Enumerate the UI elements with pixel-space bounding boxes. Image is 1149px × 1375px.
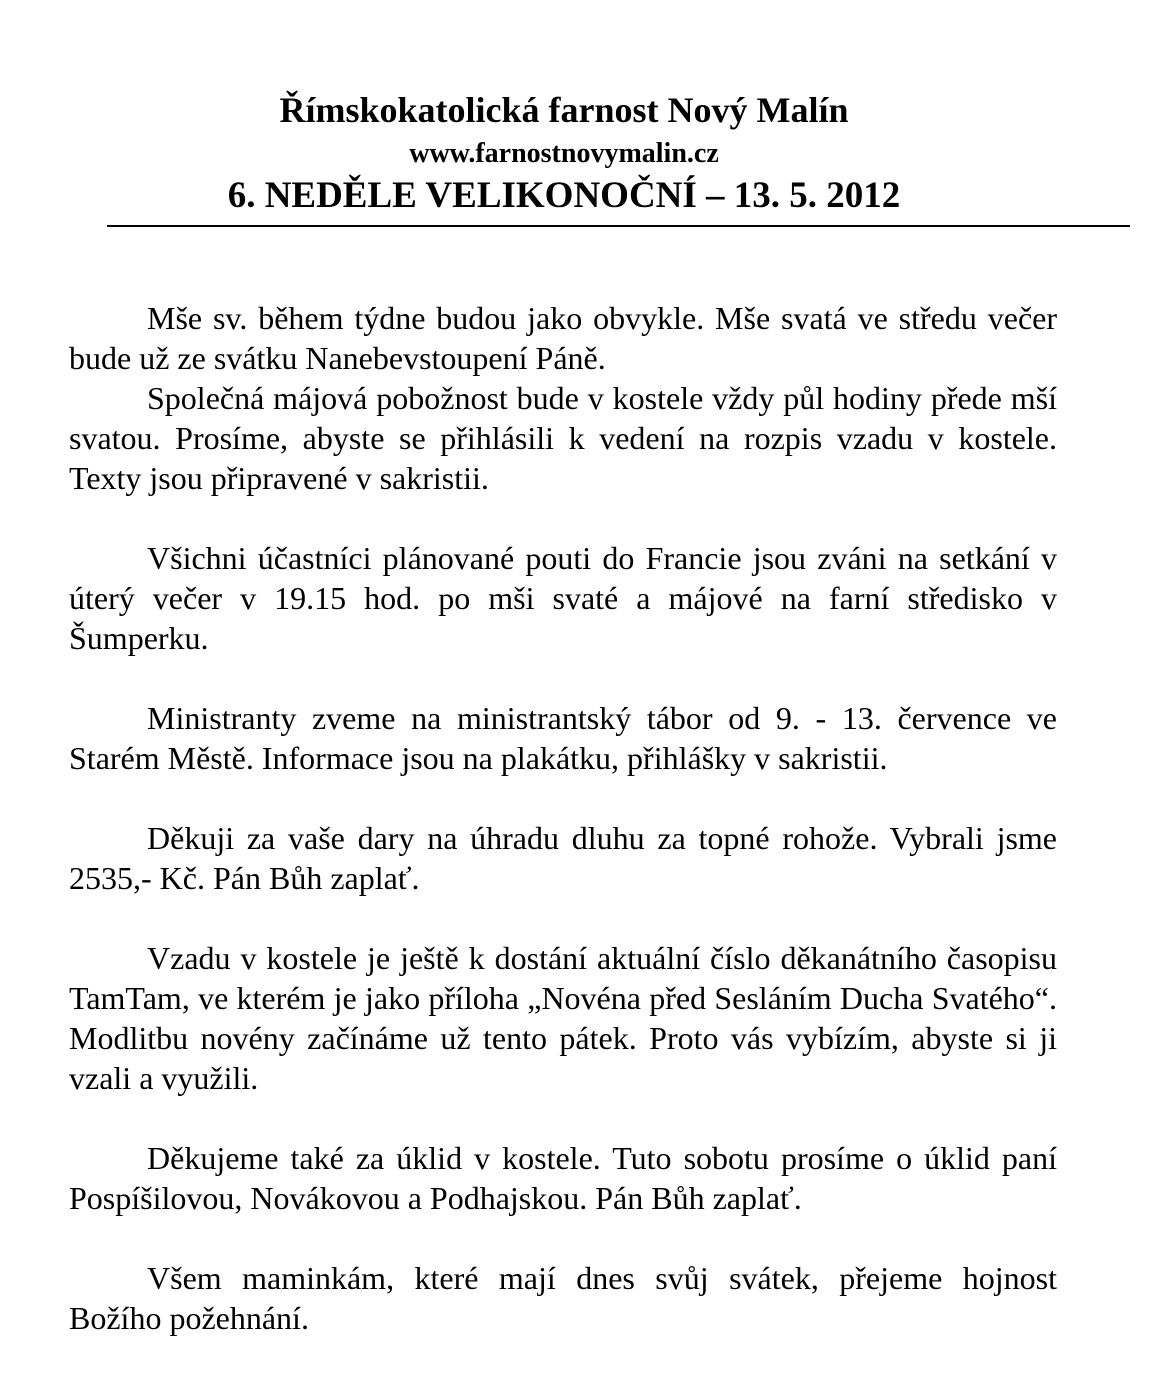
parish-title: Římskokatolická farnost Nový Malín <box>279 90 849 130</box>
announcement-may-devotion: Společná májová pobožnost bude v kostele vždy půl hodiny přede mší svatou. Prosíme, abyste se přihlásili k vedení na rozpis vzadu v kostele. Texty jsou připravené v sakristii. <box>69 380 1057 496</box>
parish-website: www.farnostnovymalin.cz <box>409 138 719 169</box>
announcement-cleaning: Děkujeme také za úklid v kostele. Tuto sobotu prosíme o úklid paní Pospíšilovou, Novákovou a Podhajskou. Pán Bůh zaplať. <box>69 1140 1057 1216</box>
announcement-donations: Děkuji za vaše dary na úhradu dluhu za topné rohože. Vybrali jsme 2535,- Kč. Pán Bůh zaplať. <box>69 820 1057 896</box>
announcement-mothers-day: Všem maminkám, které mají dnes svůj svátek, přejeme hojnost Božího požehnání. <box>69 1260 1057 1336</box>
announcement-magazine: Vzadu v kostele je ještě k dostání aktuální číslo děkanátního časopisu TamTam, ve kterém je jako příloha „Novéna před Sesláním Ducha Svatého“. Modlitbu novény začínáme už tento pátek. Proto vás vybízím, abyste si ji vzali a využili. <box>69 940 1057 1096</box>
sunday-date-heading: 6. NEDĚLE VELIKONOČNÍ – 13. 5. 2012 <box>227 175 901 216</box>
announcement-altar-servers-camp: Ministranty zveme na ministrantský tábor od 9. - 13. července ve Starém Městě. Informace jsou na plakátku, přihlášky v sakristii. <box>69 700 1057 776</box>
announcement-masses: Mše sv. během týdne budou jako obvykle. Mše svatá ve středu večer bude už ze svátku Nanebevstoupení Páně. <box>69 300 1057 376</box>
header-divider <box>107 225 1130 227</box>
announcement-pilgrimage: Všichni účastníci plánované pouti do Francie jsou zváni na setkání v úterý večer v 19.15 hod. po mši svaté a májové na farní středisko v Šumperku. <box>69 540 1057 656</box>
announcements-body <box>69 298 1057 1338</box>
